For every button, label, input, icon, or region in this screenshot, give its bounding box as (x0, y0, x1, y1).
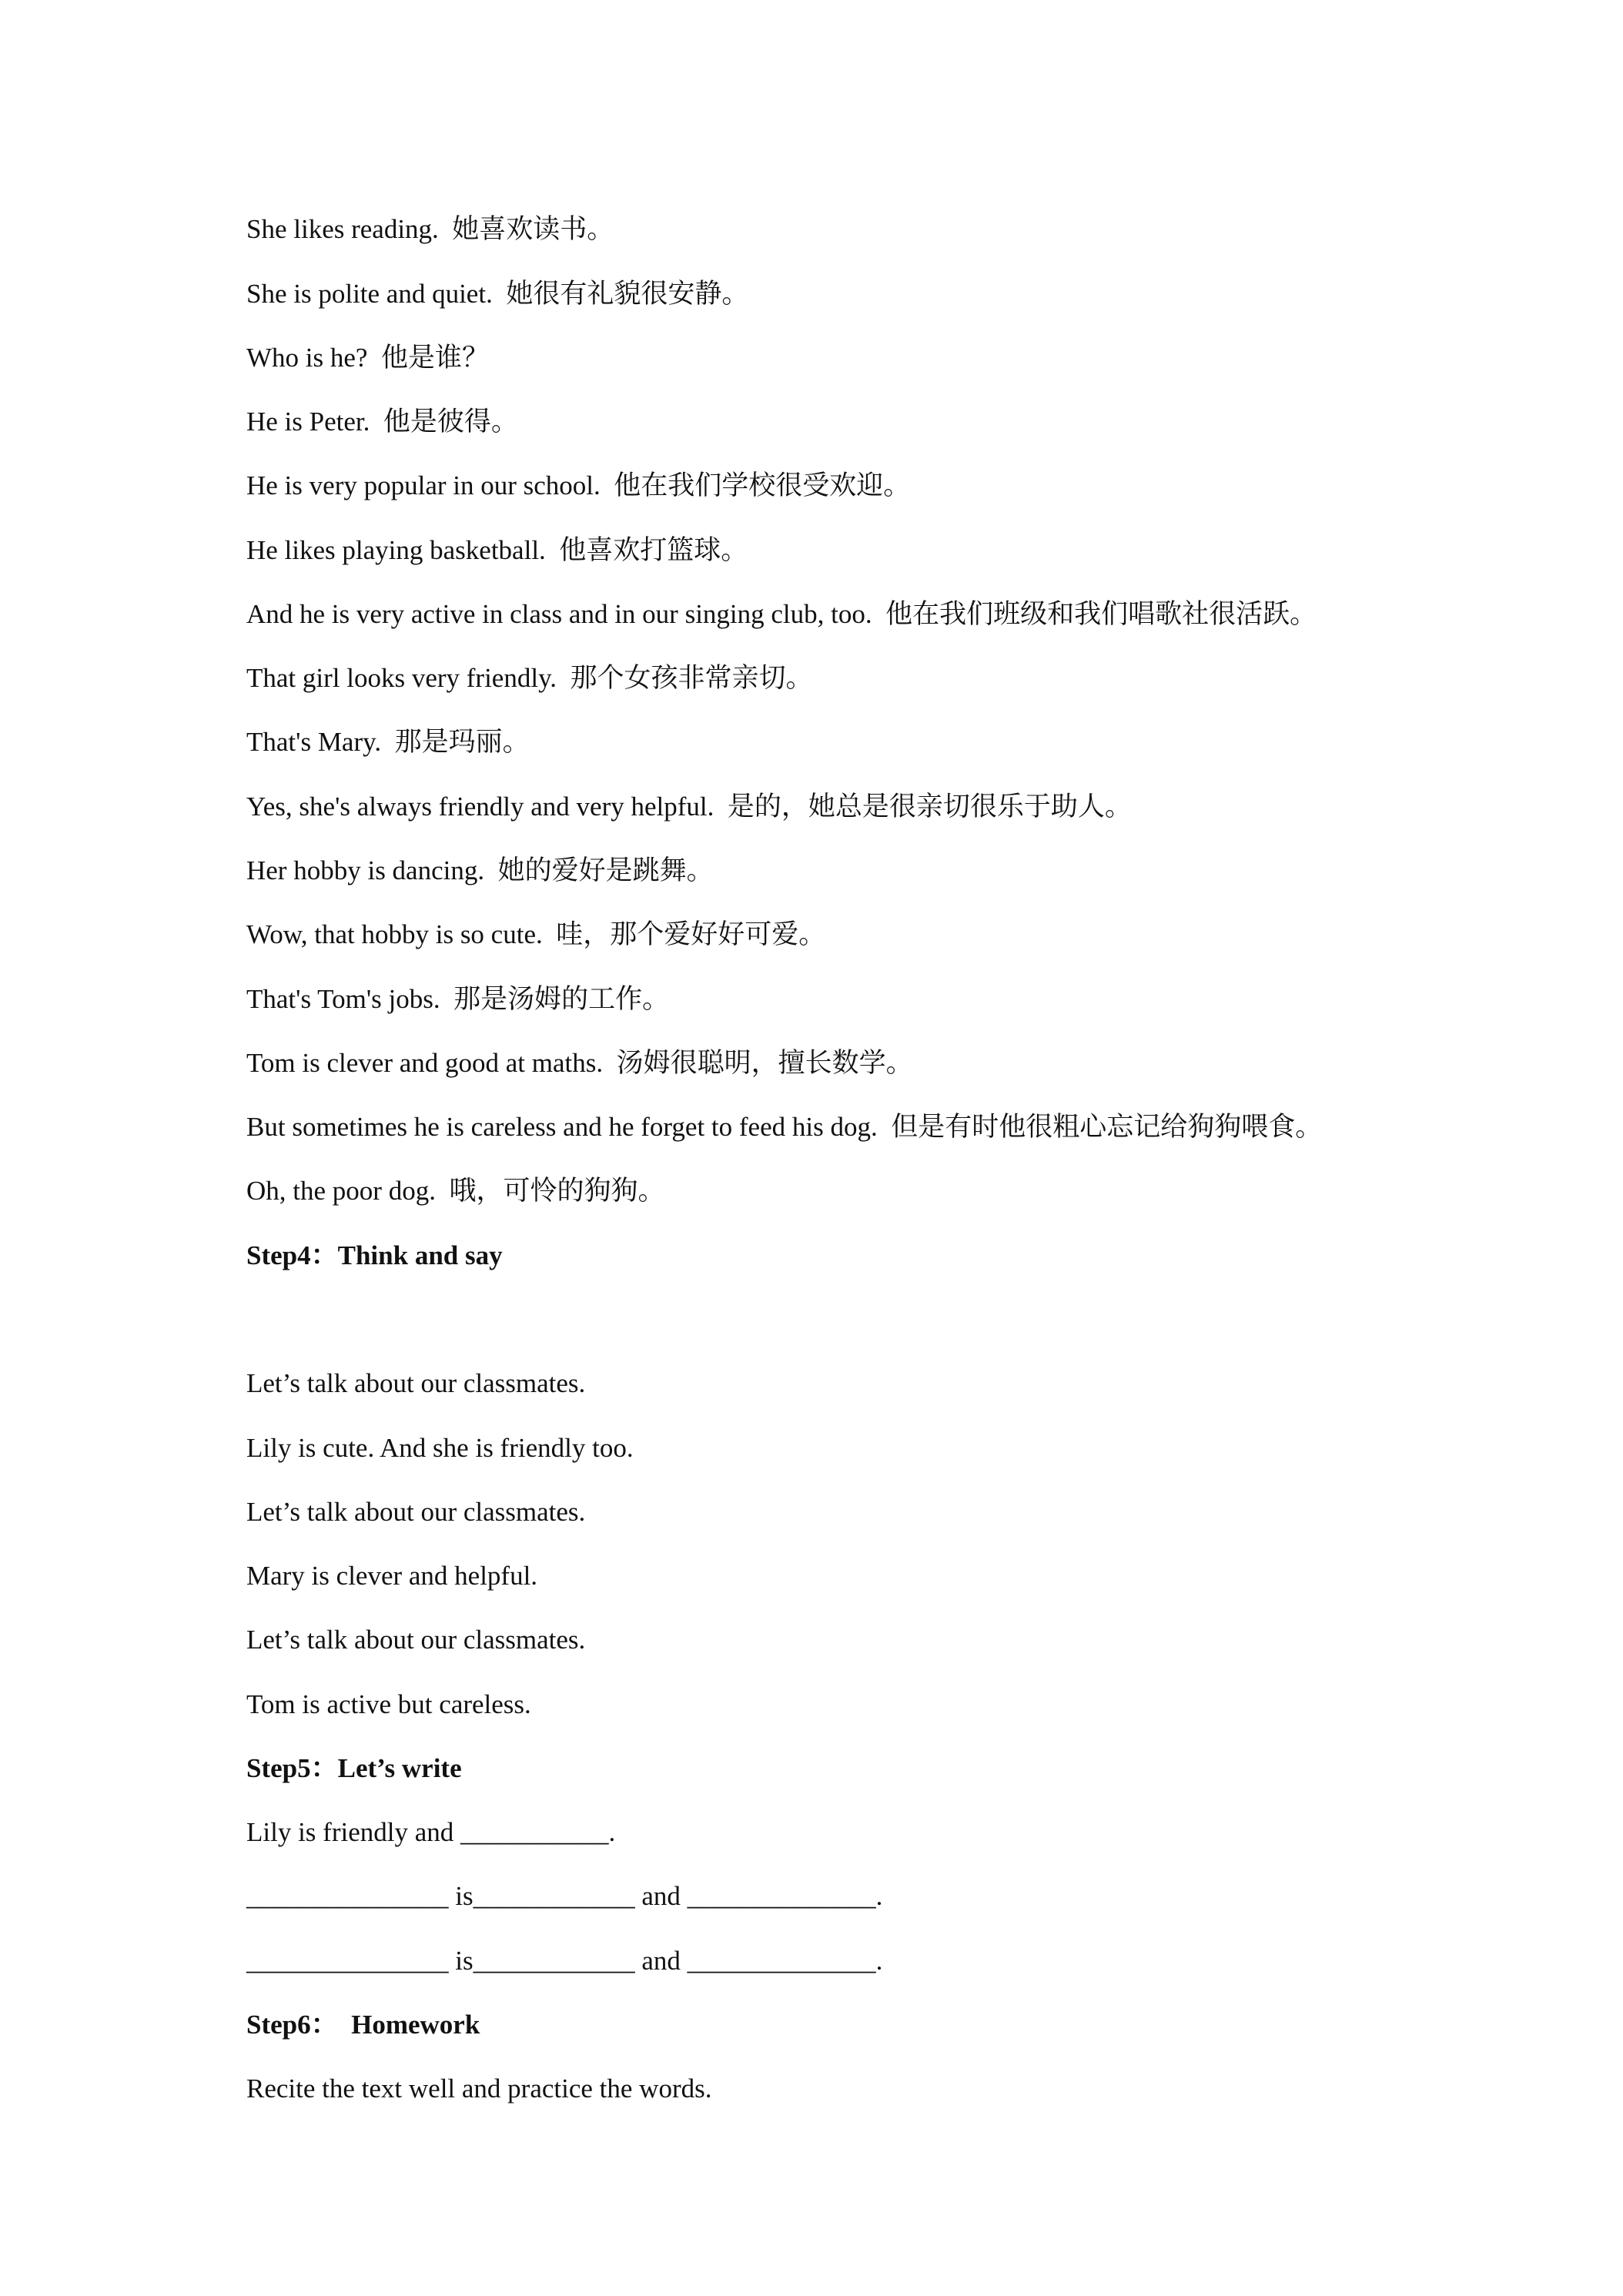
text-line: That's Tom's jobs. 那是汤姆的工作。 (246, 984, 670, 1014)
step5-line: _______________ is____________ and ______________. (246, 1881, 883, 1911)
text-line: Who is he? 他是谁？ (246, 343, 489, 373)
text-line: He is Peter. 他是彼得。 (246, 407, 518, 437)
text-line: She is polite and quiet. 她很有礼貌很安静。 (246, 279, 749, 309)
text-line: He likes playing basketball. 他喜欢打篮球。 (246, 535, 748, 565)
step5-heading: Step5：Let’s write (246, 1753, 462, 1783)
step5-line: Lily is friendly and ___________. (246, 1817, 616, 1847)
step4-line: Lily is cute. And she is friendly too. (246, 1433, 634, 1463)
text-line: But sometimes he is careless and he forget to feed his dog. 但是有时他很粗心忘记给狗狗喂食。 (246, 1112, 1323, 1142)
text-line: That girl looks very friendly. 那个女孩非常亲切。 (246, 663, 813, 693)
step6-heading: Step6： Homework (246, 2010, 480, 2040)
step4-line: Tom is active but careless. (246, 1689, 531, 1719)
step4-line: Let’s talk about our classmates. (246, 1368, 586, 1398)
step5-line: _______________ is____________ and ______________. (246, 1946, 883, 1976)
text-line: And he is very active in class and in our singing club, too. 他在我们班级和我们唱歌社很活跃。 (246, 599, 1317, 629)
step4-line: Let’s talk about our classmates. (246, 1497, 586, 1527)
step4-line: Mary is clever and helpful. (246, 1561, 538, 1591)
text-line: He is very popular in our school. 他在我们学校很受欢迎。 (246, 470, 911, 500)
step6-line: Recite the text well and practice the words. (246, 2073, 712, 2104)
text-line: She likes reading. 她喜欢读书。 (246, 214, 614, 244)
step4-line: Let’s talk about our classmates. (246, 1625, 586, 1655)
text-line: That's Mary. 那是玛丽。 (246, 727, 530, 757)
text-line: Tom is clever and good at maths. 汤姆很聪明，擅长数学。 (246, 1048, 913, 1078)
text-line: Oh, the poor dog. 哦，可怜的狗狗。 (246, 1176, 665, 1206)
text-line: Yes, she's always friendly and very helpful. 是的，她总是很亲切很乐于助人。 (246, 792, 1132, 822)
text-line: Her hobby is dancing. 她的爱好是跳舞。 (246, 855, 714, 885)
step4-heading: Step4：Think and say (246, 1240, 503, 1270)
text-line: Wow, that hobby is so cute. 哇，那个爱好好可爱。 (246, 919, 826, 949)
